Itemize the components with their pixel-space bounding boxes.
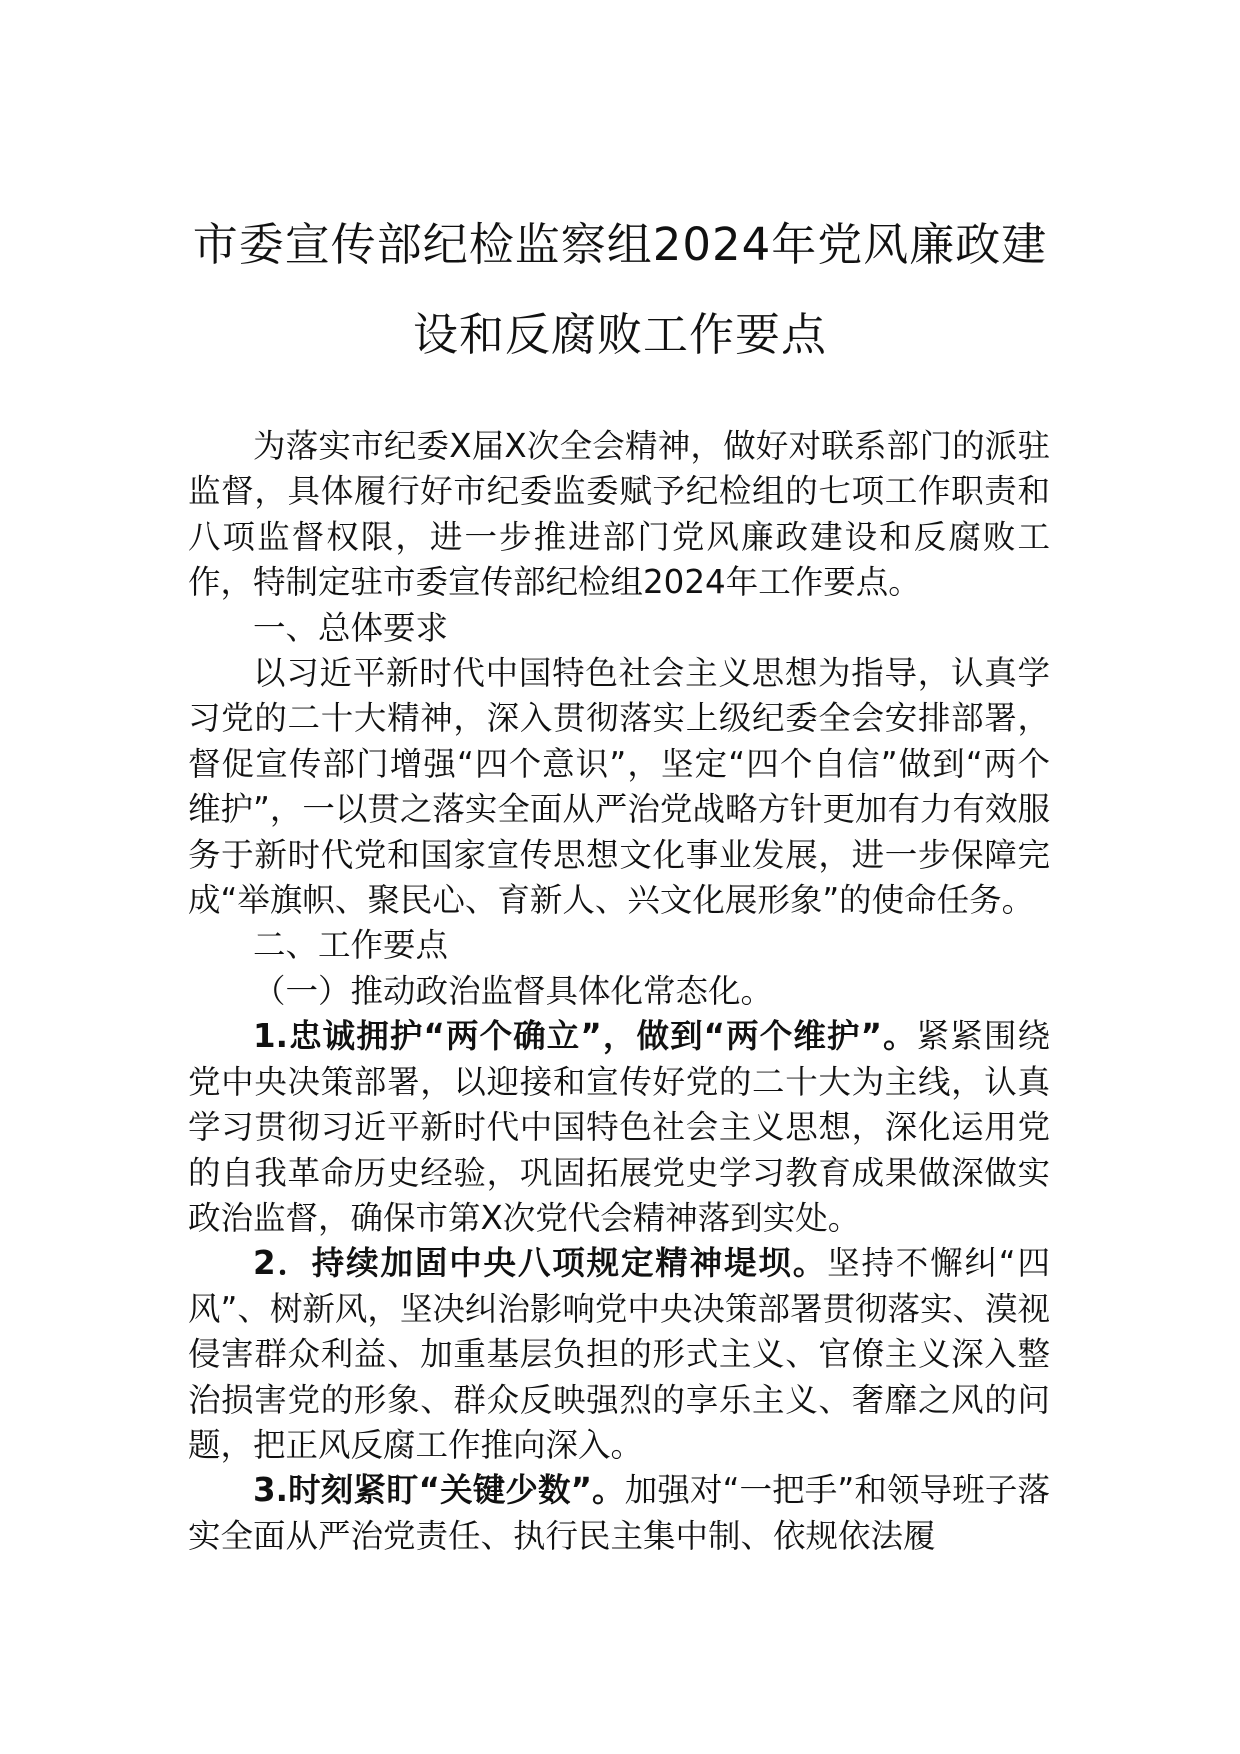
item-2-lead: 2．持续加固中央八项规定精神堤坝。 (253, 1244, 828, 1283)
item-3-paragraph (188, 1468, 1050, 1559)
item-1-body: 紧紧围绕党中央决策部署，以迎接和宣传好党的二十大为主线，认真学习贯彻习近平新时代中国特色社会主义思想，深化运用党的自我革命历史经验，巩固拓展党史学习教育成果做深做实政治监督，确保市第X次党代会精神落到实处。 (188, 1017, 1050, 1237)
intro-paragraph: 为落实市纪委X届X次全会精神，做好对联系部门的派驻监督，具体履行好市纪委监委赋予纪检组的七项工作职责和八项监督权限，进一步推进部门党风廉政建设和反腐败工作，特制定驻市委宣传部纪检组2024年工作要点。 (188, 427, 1050, 602)
document-body (188, 424, 1050, 1559)
item-1-paragraph (188, 1014, 1050, 1241)
section-1-heading: 一、总体要求 (253, 608, 449, 647)
item-2-body: 坚持不懈纠“四风”、树新风，坚决纠治影响党中央决策部署贯彻落实、漠视侵害群众利益、加重基层负担的形式主义、官僚主义深入整治损害党的形象、群众反映强烈的享乐主义、奢靡之风的问题，把正风反腐工作推向深入。 (188, 1244, 1050, 1464)
section-2-heading: 二、工作要点 (253, 926, 449, 965)
item-3-body: 加强对“一把手”和领导班子落实全面从严治党责任、执行民主集中制、依规依法履 (188, 1471, 1050, 1555)
subsection-1-heading: （一）推动政治监督具体化常态化。 (253, 971, 774, 1010)
document-title-line-1: 市委宣传部纪检监察组2024年党风廉政建 (192, 218, 1048, 271)
item-3-lead: 3.时刻紧盯“关键少数”。 (253, 1471, 625, 1510)
section-1-paragraph: 以习近平新时代中国特色社会主义思想为指导，认真学习党的二十大精神，深入贯彻落实上级纪委全会安排部署，督促宣传部门增强“四个意识”，坚定“四个自信”做到“两个维护”，一以贯之落实全面从严治党战略方针更加有力有效服务于新时代党和国家宣传思想文化事业发展，进一步保障完成“举旗帜、聚民心、育新人、兴文化展形象”的使命任务。 (188, 654, 1050, 920)
item-1-lead: 1.忠诚拥护“两个确立”，做到“两个维护”。 (253, 1017, 917, 1056)
document-title-line-2: 设和反腐败工作要点 (412, 308, 827, 361)
item-2-paragraph (188, 1241, 1050, 1468)
